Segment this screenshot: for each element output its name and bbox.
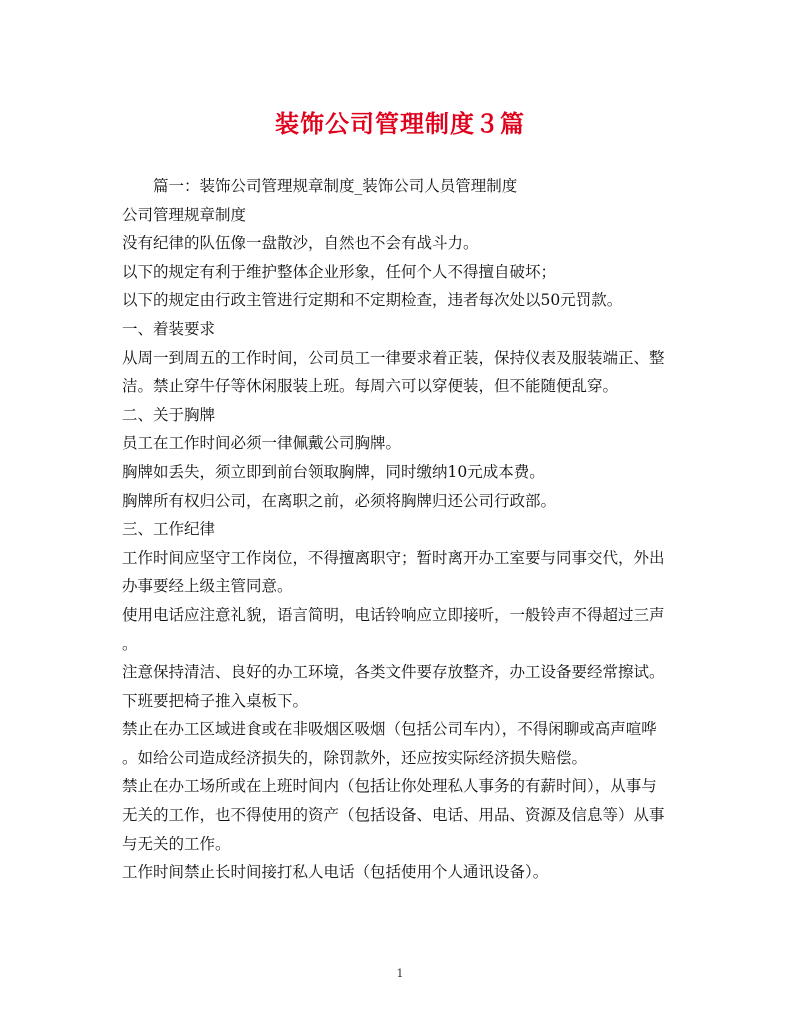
- paragraph-line: 禁止在办工场所或在上班时间内（包括让你处理私人事务的有薪时间），从事与: [122, 777, 657, 796]
- section-heading: 一、着装要求: [122, 319, 216, 338]
- section-heading: 二、关于胸牌: [122, 405, 216, 424]
- paragraph-line: 胸牌如丢失，须立即到前台领取胸牌，同时缴纳10元成本费。: [122, 462, 545, 481]
- paragraph-line: 。: [122, 634, 138, 653]
- paragraph-line: 禁止在办工区域进食或在非吸烟区吸烟（包括公司车内），不得闲聊或高声喧哗: [122, 720, 657, 739]
- section-heading: 篇一：装饰公司管理规章制度_装饰公司人员管理制度: [153, 177, 518, 195]
- paragraph-line: 无关的工作，也不得使用的资产（包括设备、电话、用品、资源及信息等）从事: [122, 806, 665, 825]
- paragraph-line: 下班要把椅子推入桌板下。: [122, 691, 309, 710]
- paragraph-line: 胸牌所有权归公司，在离职之前，必须将胸牌归还公司行政部。: [122, 491, 557, 510]
- paragraph-line: 以下的规定有利于维护整体企业形象，任何个人不得擅自破坏；: [122, 262, 557, 281]
- page-number: 1: [396, 967, 404, 980]
- document-body: [122, 172, 682, 887]
- paragraph-line: 注意保持清洁、良好的办工环境，各类文件要存放整齐，办工设备要经常擦试。: [122, 663, 665, 682]
- paragraph-line: 洁。禁止穿牛仔等休闲服装上班。每周六可以穿便装，但不能随便乱穿。: [122, 377, 619, 396]
- document-title: 装饰公司管理制度３篇: [275, 109, 525, 138]
- paragraph-line: 公司管理规章制度: [122, 205, 247, 224]
- paragraph-line: 使用电话应注意礼貌，语言简明，电话铃响应立即接听，一般铃声不得超过三声: [122, 605, 665, 624]
- paragraph-line: 从周一到周五的工作时间，公司员工一律要求着正装，保持仪表及服装端正、整: [122, 348, 665, 367]
- paragraph-line: 没有纪律的队伍像一盘散沙，自然也不会有战斗力。: [122, 234, 479, 253]
- paragraph-line: 与无关的工作。: [122, 834, 231, 853]
- paragraph-line: 。如给公司造成经济损失的，除罚款外，还应按实际经济损失赔偿。: [122, 748, 588, 767]
- paragraph-line: 办事要经上级主管同意。: [122, 577, 293, 596]
- paragraph-line: 工作时间应坚守工作岗位，不得擅离职守；暂时离开办工室要与同事交代，外出: [122, 548, 665, 567]
- paragraph-line: 以下的规定由行政主管进行定期和不定期检查，违者每次处以50元罚款。: [122, 291, 623, 310]
- paragraph-line: 员工在工作时间必须一律佩戴公司胸牌。: [122, 434, 402, 453]
- paragraph-line: 工作时间禁止长时间接打私人电话（包括使用个人通讯设备）。: [122, 863, 549, 882]
- section-heading: 三、工作纪律: [122, 520, 216, 539]
